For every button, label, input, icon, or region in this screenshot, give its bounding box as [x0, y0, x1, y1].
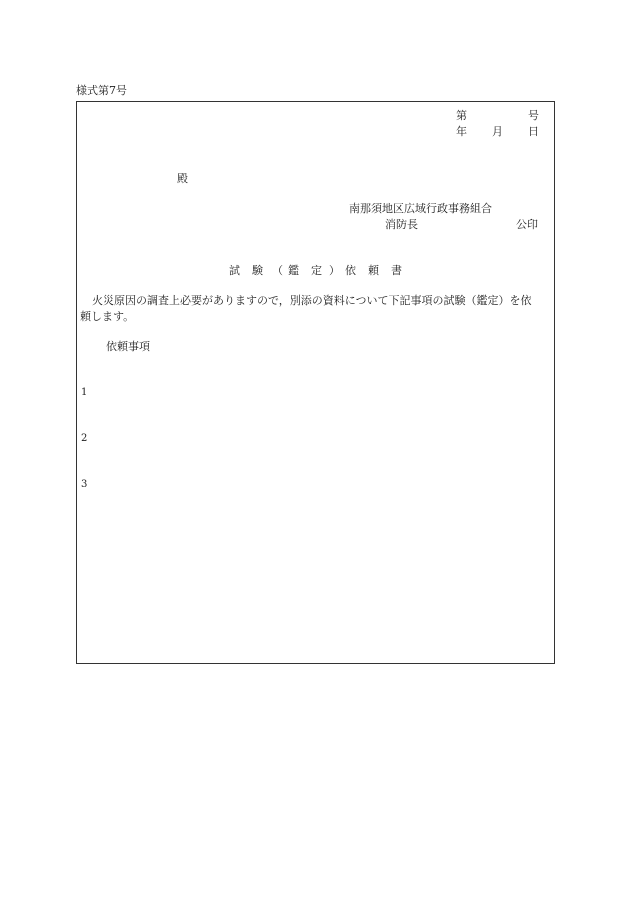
doc-number-suffix: 号: [528, 109, 539, 122]
form-number: 様式第7号: [76, 84, 127, 97]
addressee-honorific: 殿: [177, 172, 188, 185]
body-text-line-2: 頼します。: [80, 310, 135, 323]
title-char: （: [272, 264, 283, 277]
title-char: 試: [229, 264, 240, 277]
title-char: 依: [345, 264, 356, 277]
date-year-label: 年: [456, 125, 467, 138]
item-number: 1: [81, 387, 88, 398]
title-char: ）: [329, 264, 340, 277]
item-number: 2: [81, 433, 88, 444]
official-seal: 公印: [516, 218, 538, 231]
body-text-line-1: 火災原因の調査上必要がありますので，別添の資料について下記事項の試験（鑑定）を依: [92, 294, 532, 307]
date-day-label: 日: [528, 125, 539, 138]
items-heading: 依頼事項: [106, 340, 150, 353]
doc-number-prefix: 第: [456, 109, 467, 122]
title-char: 定: [311, 264, 322, 277]
item-number: 3: [81, 479, 88, 490]
issuer-org: 南那須地区広域行政事務組合: [349, 202, 492, 215]
title-char: 鑑: [288, 264, 299, 277]
date-month-label: 月: [492, 125, 503, 138]
title-char: 頼: [368, 264, 379, 277]
form-frame: [76, 101, 555, 664]
issuer-title: 消防長: [385, 218, 418, 231]
title-char: 験: [252, 264, 263, 277]
title-char: 書: [391, 264, 402, 277]
